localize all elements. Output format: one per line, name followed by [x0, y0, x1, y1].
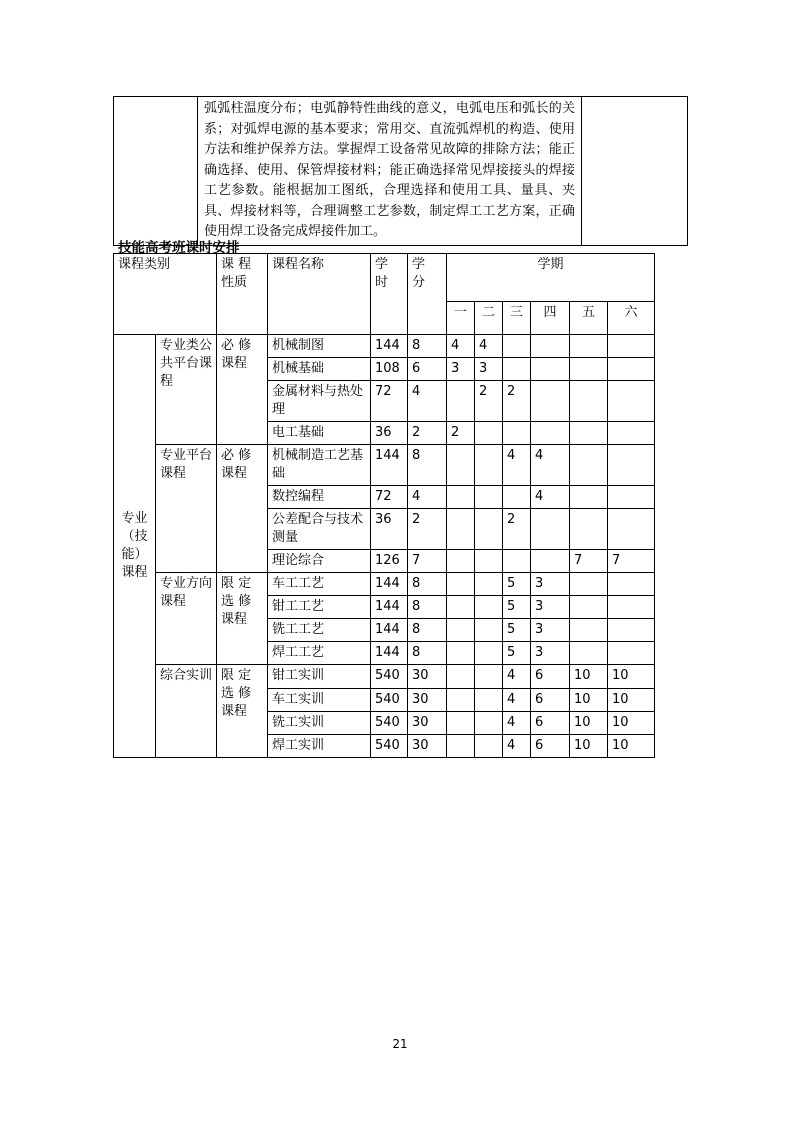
course-hours: 144 — [371, 596, 408, 619]
term-1-hours: 4 — [447, 335, 475, 358]
term-4-hours — [531, 381, 570, 422]
term-5-hours — [570, 642, 608, 665]
header-category: 课程类别 — [114, 254, 217, 335]
header-hours: 学 时 — [371, 254, 408, 335]
course-credits: 8 — [408, 642, 447, 665]
term-2-hours — [475, 665, 503, 689]
course-hours: 144 — [371, 619, 408, 642]
term-2-hours — [475, 596, 503, 619]
term-3-hours — [503, 486, 531, 509]
term-3-hours — [503, 550, 531, 573]
section-category: 专业平台课程 — [156, 445, 217, 573]
term-5-hours — [570, 619, 608, 642]
term-3-hours: 4 — [503, 689, 531, 712]
section-category: 专业类公共平台课程 — [156, 335, 217, 445]
term-3-hours: 4 — [503, 445, 531, 486]
table-row — [114, 445, 655, 486]
continuation-empty-left — [114, 97, 198, 246]
schedule-table — [113, 253, 655, 758]
term-4-hours: 6 — [531, 665, 570, 689]
term-3-hours: 2 — [503, 509, 531, 550]
term-1-hours — [447, 665, 475, 689]
term-5-hours — [570, 335, 608, 358]
continuation-row — [114, 97, 688, 246]
term-2-hours — [475, 619, 503, 642]
term-4-hours: 6 — [531, 735, 570, 758]
course-name: 电工基础 — [268, 422, 371, 445]
course-name: 车工实训 — [268, 689, 371, 712]
term-4-hours: 4 — [531, 486, 570, 509]
course-hours: 144 — [371, 642, 408, 665]
term-2-hours — [475, 509, 503, 550]
term-1-hours — [447, 486, 475, 509]
course-credits: 8 — [408, 445, 447, 486]
term-4-hours: 4 — [531, 445, 570, 486]
term-2-hours — [475, 550, 503, 573]
header-credits: 学 分 — [408, 254, 447, 335]
continuation-empty-right — [582, 97, 688, 246]
term-5-hours: 10 — [570, 665, 608, 689]
table-row — [114, 335, 655, 358]
term-6-hours — [608, 509, 655, 550]
term-5-hours — [570, 486, 608, 509]
schedule-body — [114, 335, 655, 758]
term-2-hours: 4 — [475, 335, 503, 358]
course-hours: 144 — [371, 573, 408, 596]
term-5-hours — [570, 445, 608, 486]
section-nature: 限 定 选 修 课程 — [217, 573, 268, 665]
term-1-hours: 2 — [447, 422, 475, 445]
term-4-hours: 3 — [531, 642, 570, 665]
term-3-hours: 5 — [503, 596, 531, 619]
term-6-hours — [608, 335, 655, 358]
term-1-hours — [447, 596, 475, 619]
course-name: 理论综合 — [268, 550, 371, 573]
term-2-hours — [475, 445, 503, 486]
course-credits: 8 — [408, 619, 447, 642]
term-6-hours — [608, 381, 655, 422]
group-label: 专业（技能）课程 — [114, 335, 156, 758]
course-hours: 144 — [371, 335, 408, 358]
term-6-hours — [608, 642, 655, 665]
term-6-hours: 7 — [608, 550, 655, 573]
term-3-hours — [503, 422, 531, 445]
header-term-1: 一 — [447, 302, 475, 335]
course-credits: 30 — [408, 712, 447, 735]
term-3-hours: 4 — [503, 665, 531, 689]
term-3-hours: 4 — [503, 735, 531, 758]
section-category: 综合实训 — [156, 665, 217, 758]
course-credits: 2 — [408, 422, 447, 445]
section-nature: 必 修 课程 — [217, 445, 268, 573]
term-3-hours: 5 — [503, 642, 531, 665]
term-6-hours: 10 — [608, 712, 655, 735]
course-credits: 6 — [408, 358, 447, 381]
term-4-hours — [531, 335, 570, 358]
continuation-table — [113, 96, 688, 246]
term-6-hours — [608, 445, 655, 486]
term-1-hours — [447, 573, 475, 596]
term-5-hours — [570, 381, 608, 422]
header-term-5: 五 — [570, 302, 608, 335]
term-1-hours: 3 — [447, 358, 475, 381]
term-2-hours — [475, 712, 503, 735]
section-title: 技能高考班课时安排 — [118, 240, 240, 256]
term-3-hours: 2 — [503, 381, 531, 422]
course-hours: 540 — [371, 665, 408, 689]
header-row-1 — [114, 254, 655, 302]
term-4-hours — [531, 550, 570, 573]
course-name: 数控编程 — [268, 486, 371, 509]
course-hours: 126 — [371, 550, 408, 573]
course-credits: 8 — [408, 335, 447, 358]
course-name: 焊工工艺 — [268, 642, 371, 665]
course-name: 铣工工艺 — [268, 619, 371, 642]
term-6-hours — [608, 573, 655, 596]
term-2-hours — [475, 689, 503, 712]
term-3-hours — [503, 335, 531, 358]
course-credits: 8 — [408, 596, 447, 619]
term-5-hours: 7 — [570, 550, 608, 573]
term-5-hours — [570, 509, 608, 550]
term-1-hours — [447, 550, 475, 573]
term-5-hours: 10 — [570, 735, 608, 758]
course-name: 钳工工艺 — [268, 596, 371, 619]
term-5-hours — [570, 358, 608, 381]
term-6-hours: 10 — [608, 689, 655, 712]
header-term-3: 三 — [503, 302, 531, 335]
course-name: 钳工实训 — [268, 665, 371, 689]
term-4-hours: 6 — [531, 689, 570, 712]
term-4-hours — [531, 358, 570, 381]
header-semester: 学期 — [447, 254, 655, 302]
course-hours: 144 — [371, 445, 408, 486]
term-4-hours: 3 — [531, 596, 570, 619]
term-5-hours: 10 — [570, 712, 608, 735]
course-hours: 72 — [371, 381, 408, 422]
course-hours: 108 — [371, 358, 408, 381]
course-name: 机械基础 — [268, 358, 371, 381]
course-hours: 540 — [371, 735, 408, 758]
term-2-hours — [475, 735, 503, 758]
term-6-hours — [608, 422, 655, 445]
term-4-hours — [531, 509, 570, 550]
course-name: 金属材料与热处理 — [268, 381, 371, 422]
header-term-6: 六 — [608, 302, 655, 335]
header-term-4: 四 — [531, 302, 570, 335]
course-name: 焊工实训 — [268, 735, 371, 758]
course-name: 车工工艺 — [268, 573, 371, 596]
term-1-hours — [447, 712, 475, 735]
term-6-hours — [608, 596, 655, 619]
term-1-hours — [447, 735, 475, 758]
page-number: 21 — [392, 1037, 408, 1051]
term-6-hours: 10 — [608, 735, 655, 758]
table-row — [114, 573, 655, 596]
course-name: 机械制造工艺基础 — [268, 445, 371, 486]
course-credits: 7 — [408, 550, 447, 573]
term-6-hours: 10 — [608, 665, 655, 689]
header-nature: 课 程 性质 — [217, 254, 268, 335]
term-2-hours: 3 — [475, 358, 503, 381]
term-4-hours: 3 — [531, 619, 570, 642]
term-2-hours — [475, 422, 503, 445]
course-credits: 4 — [408, 486, 447, 509]
term-2-hours: 2 — [475, 381, 503, 422]
course-hours: 36 — [371, 422, 408, 445]
course-credits: 30 — [408, 735, 447, 758]
course-name: 铣工实训 — [268, 712, 371, 735]
term-4-hours — [531, 422, 570, 445]
term-1-hours — [447, 619, 475, 642]
term-6-hours — [608, 358, 655, 381]
term-2-hours — [475, 486, 503, 509]
term-3-hours: 4 — [503, 712, 531, 735]
course-credits: 8 — [408, 573, 447, 596]
term-6-hours — [608, 486, 655, 509]
course-description-text: 弧弧柱温度分布；电弧静特性曲线的意义，电弧电压和弧长的关系；对弧焊电源的基本要求；常用交、直流弧焊机的构造、使用方法和维护保养方法。掌握焊工设备常见故障的排除方法；能正确选择、使用、保管焊接材料；能正确选择常见焊接接头的焊接工艺参数。能根据加工图纸，合理选择和使用工具、量具、夹具、焊接材料等，合理调整工艺参数，制定焊工工艺方案，正确使用焊工设备完成焊接件加工。 — [198, 97, 582, 246]
section-nature: 限 定 选 修 课程 — [217, 665, 268, 758]
course-credits: 30 — [408, 689, 447, 712]
term-4-hours: 6 — [531, 712, 570, 735]
term-4-hours: 3 — [531, 573, 570, 596]
section-nature: 必 修 课程 — [217, 335, 268, 445]
term-5-hours: 10 — [570, 689, 608, 712]
term-3-hours: 5 — [503, 573, 531, 596]
course-name: 公差配合与技术测量 — [268, 509, 371, 550]
term-3-hours — [503, 358, 531, 381]
term-5-hours — [570, 573, 608, 596]
course-name: 机械制图 — [268, 335, 371, 358]
term-1-hours — [447, 509, 475, 550]
table-row — [114, 665, 655, 689]
term-1-hours — [447, 445, 475, 486]
term-2-hours — [475, 573, 503, 596]
term-1-hours — [447, 381, 475, 422]
course-credits: 2 — [408, 509, 447, 550]
term-6-hours — [608, 619, 655, 642]
header-name: 课程名称 — [268, 254, 371, 335]
course-credits: 30 — [408, 665, 447, 689]
term-1-hours — [447, 689, 475, 712]
section-category: 专业方向课程 — [156, 573, 217, 665]
term-3-hours: 5 — [503, 619, 531, 642]
term-2-hours — [475, 642, 503, 665]
term-5-hours — [570, 422, 608, 445]
course-hours: 36 — [371, 509, 408, 550]
course-credits: 4 — [408, 381, 447, 422]
term-1-hours — [447, 642, 475, 665]
header-term-2: 二 — [475, 302, 503, 335]
course-hours: 540 — [371, 712, 408, 735]
term-5-hours — [570, 596, 608, 619]
course-hours: 72 — [371, 486, 408, 509]
course-hours: 540 — [371, 689, 408, 712]
